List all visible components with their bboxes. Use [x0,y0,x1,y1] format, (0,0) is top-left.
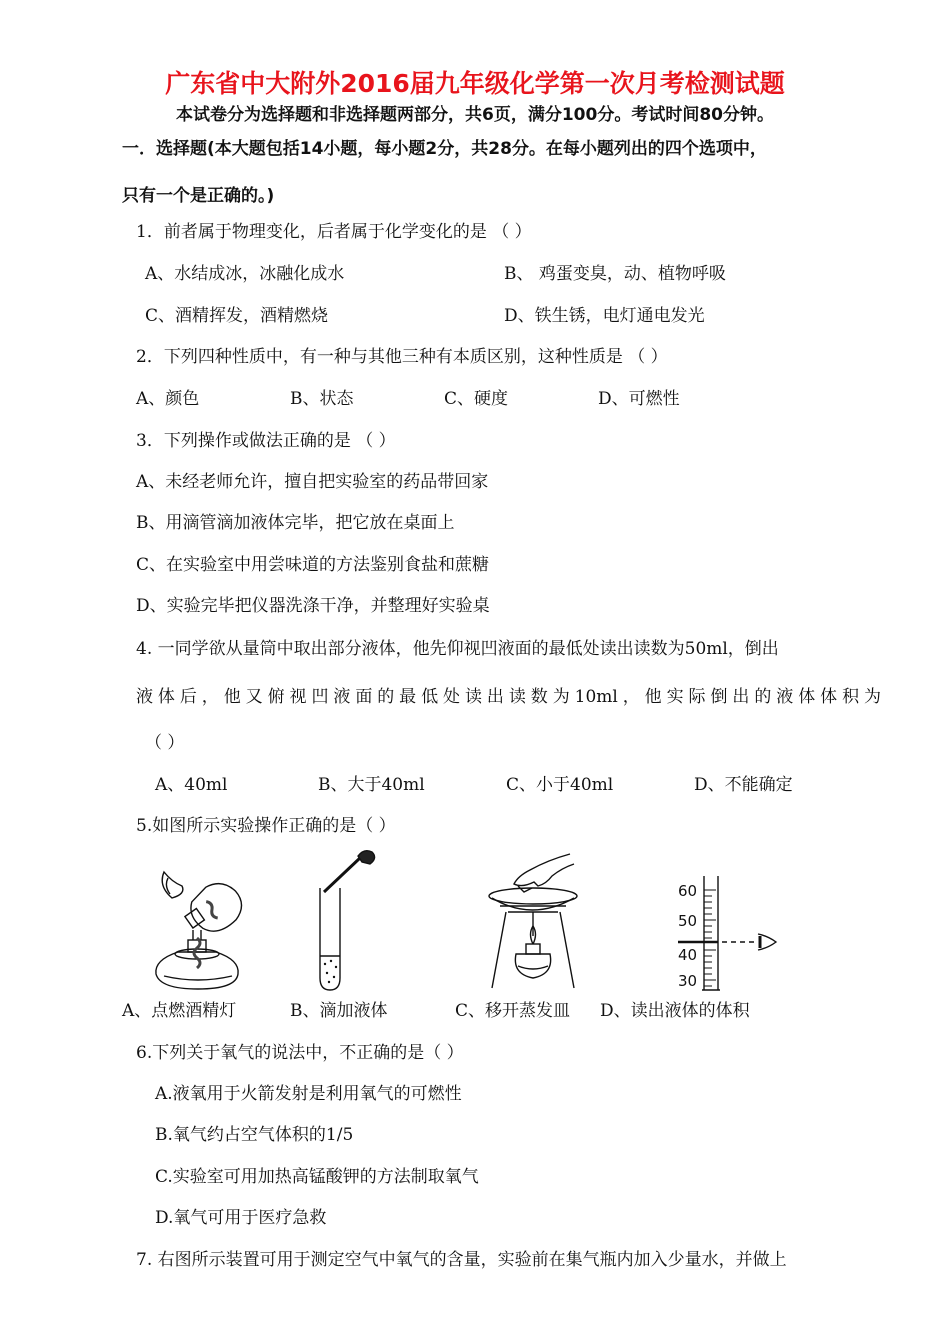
q3-stem: 3．下列操作或做法正确的是 （ ） [136,431,396,451]
q3-option-a: A、未经老师允许，擅自把实验室的药品带回家 [136,472,489,492]
q3-option-c: C、在实验室中用尝味道的方法鉴别食盐和蔗糖 [136,555,490,575]
cylinder-tick-60: 60 [678,882,698,900]
q1-option-c: C、酒精挥发，酒精燃烧 [145,306,329,326]
q4-option-b: B、大于40ml [318,775,425,795]
q4-answer-paren: （ ） [145,733,185,753]
q2-option-a: A、颜色 [136,389,200,409]
figure-caption-a: A、点燃酒精灯 [122,1001,237,1021]
q1-option-a: A、水结成冰，冰融化成水 [145,264,345,284]
q2-stem: 2．下列四种性质中，有一种与其他三种有本质区别，这种性质是 （ ） [136,347,668,367]
q6-option-d: D.氧气可用于医疗急救 [155,1208,327,1228]
q5-stem: 5.如图所示实验操作正确的是（ ） [136,816,396,836]
q4-stem-line1: 4. 一同学欲从量筒中取出部分液体，他先仰视凹液面的最低处读出读数为50ml，倒出 [136,639,779,659]
cylinder-tick-50: 50 [678,912,698,930]
section-heading-cont: 只有一个是正确的。) [122,186,275,206]
exam-instructions: 本试卷分为选择题和非选择题两部分，共6页，满分100分。考试时间80分钟。 [176,105,774,125]
figure-caption-d: D、读出液体的体积 [600,1001,750,1021]
q4-option-d: D、不能确定 [694,775,793,795]
q4-option-a: A、40ml [155,775,228,795]
figure-a-alcohol-lamp-illustration [138,868,258,994]
q2-option-b: B、状态 [290,389,354,409]
q7-stem: 7. 右图所示装置可用于测定空气中氧气的含量，实验前在集气瓶内加入少量水，并做上 [136,1250,787,1270]
q3-option-d: D、实验完毕把仪器洗涤干净，并整理好实验桌 [136,596,490,616]
figure-caption-c: C、移开蒸发皿 [455,1001,571,1021]
cylinder-tick-30: 30 [678,972,698,990]
figure-b-dropper-illustration [300,848,390,994]
figure-c-evaporating-dish-illustration [478,846,588,994]
q1-option-d: D、铁生锈，电灯通电发光 [504,306,705,326]
figure-d-graduated-cylinder-illustration [668,874,788,998]
q6-option-c: C.实验室可用加热高锰酸钾的方法制取氧气 [155,1167,479,1187]
q6-option-b: B.氧气约占空气体积的1/5 [155,1125,354,1145]
figure-caption-b: B、滴加液体 [290,1001,388,1021]
q4-stem-line2: 液体后，他又俯视凹液面的最低处读出读数为10ml，他实际倒出的液体体积为 [136,687,881,707]
page-title: 广东省中大附外2016届九年级化学第一次月考检测试题 [165,69,785,98]
q1-stem: 1．前者属于物理变化，后者属于化学变化的是 （ ） [136,222,532,242]
q3-option-b: B、用滴管滴加液体完毕，把它放在桌面上 [136,513,455,533]
q2-option-c: C、硬度 [444,389,509,409]
q4-option-c: C、小于40ml [506,775,614,795]
q6-option-a: A.液氧用于火箭发射是利用氧气的可燃性 [155,1084,462,1104]
section-heading: 一．选择题(本大题包括14小题，每小题2分，共28分。在每小题列出的四个选项中， [122,139,767,159]
cylinder-tick-40: 40 [678,946,698,964]
q6-stem: 6.下列关于氧气的说法中，不正确的是（ ） [136,1043,464,1063]
q2-option-d: D、可燃性 [598,389,680,409]
q1-option-b: B、 鸡蛋变臭，动、植物呼吸 [504,264,726,284]
